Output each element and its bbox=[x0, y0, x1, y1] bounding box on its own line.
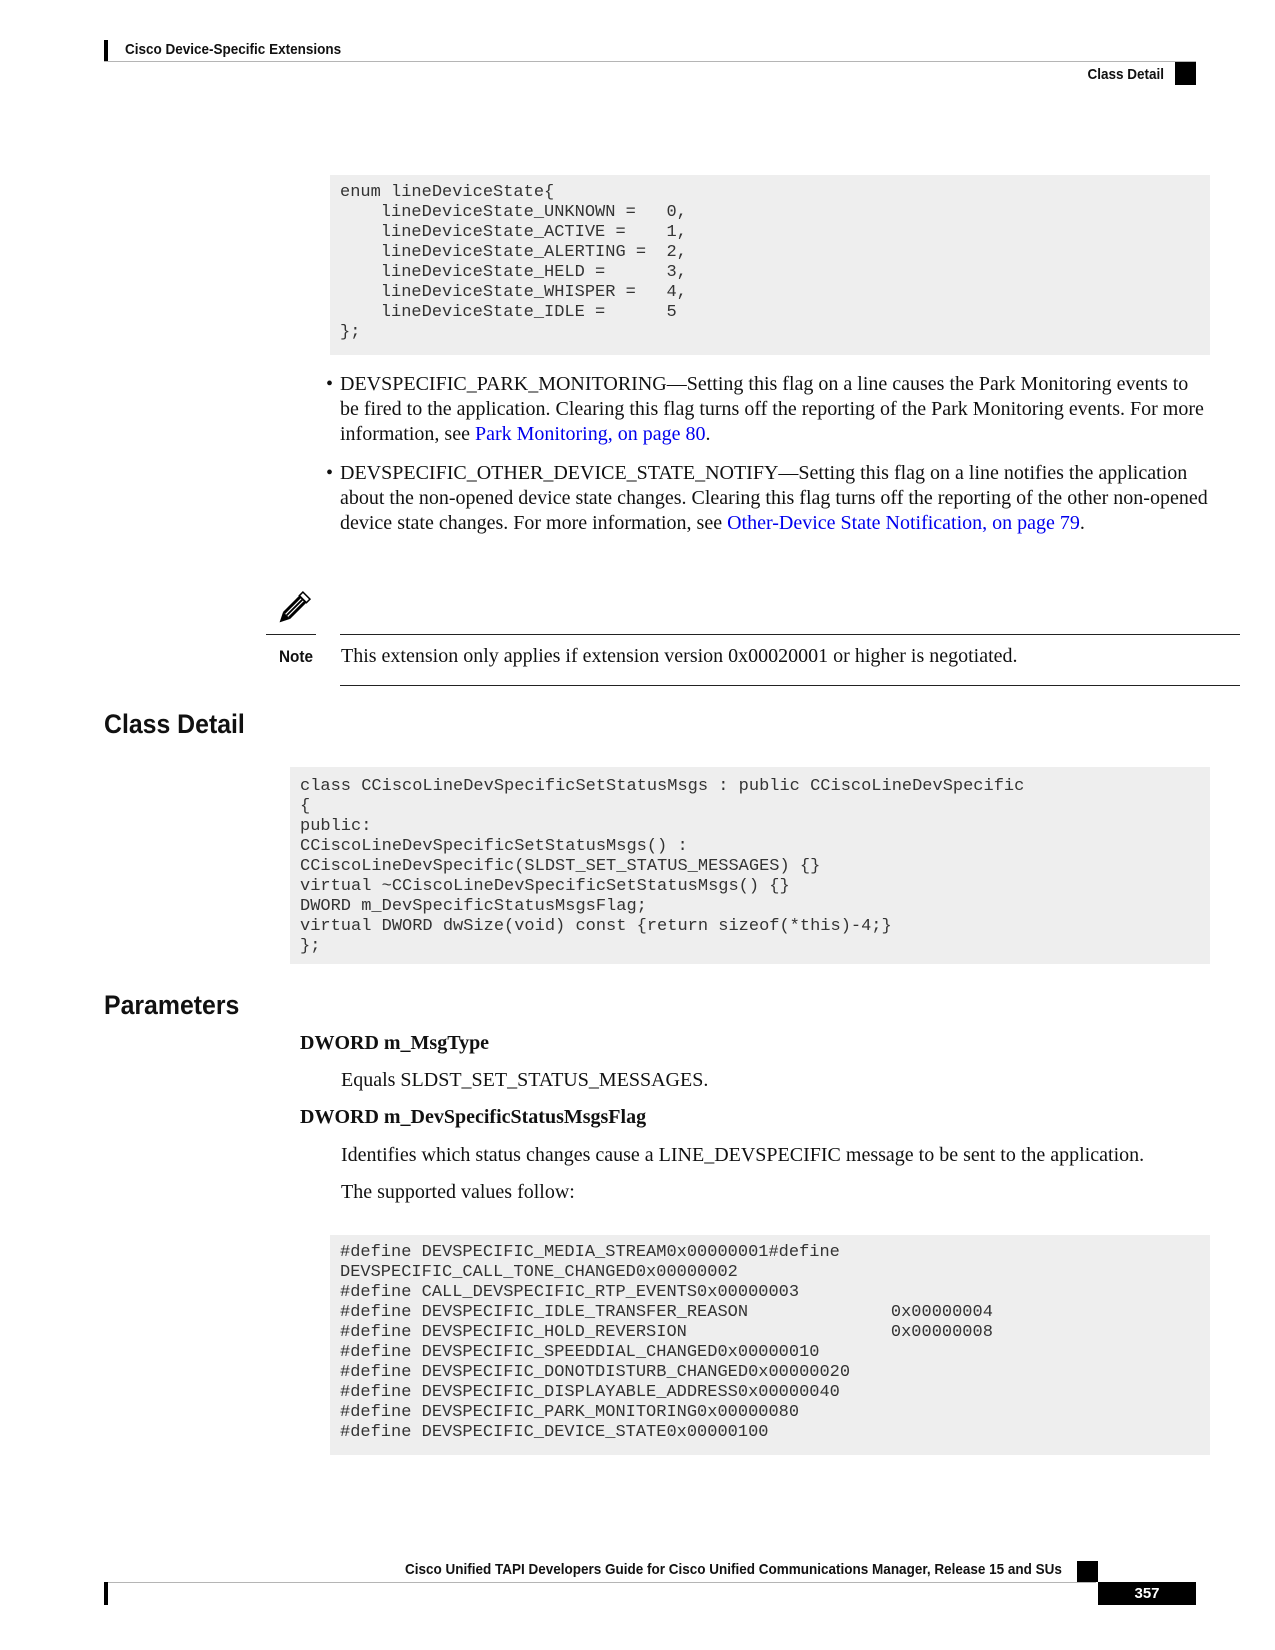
footer-left-bar bbox=[104, 1582, 108, 1605]
class-detail-heading: Class Detail bbox=[104, 709, 245, 739]
footer-page-number: 357 bbox=[1098, 1582, 1196, 1605]
bullet-end: . bbox=[1079, 512, 1085, 534]
note-text: This extension only applies if extension version 0x00020001 or higher is negotiated. bbox=[341, 645, 1018, 667]
bullet-other-device-state bbox=[326, 461, 1211, 536]
pencil-icon bbox=[272, 588, 314, 635]
parameters-heading: Parameters bbox=[104, 990, 240, 1020]
bullet-marker: • bbox=[326, 373, 334, 395]
note-top-rule bbox=[340, 634, 1240, 635]
param-msgtype-name: DWORD m_MsgType bbox=[300, 1032, 490, 1054]
footer-book-title: Cisco Unified TAPI Developers Guide for Cisco Unified Communications Manager, Release 15 and SUs bbox=[405, 1561, 1062, 1578]
bullet-end: . bbox=[705, 423, 711, 445]
bullet-park-monitoring bbox=[326, 372, 1211, 447]
park-monitoring-link[interactable]: Park Monitoring, on page 80 bbox=[474, 423, 706, 445]
note-bottom-rule bbox=[340, 685, 1240, 686]
header-left-bar bbox=[104, 40, 108, 61]
header-marker-box bbox=[1175, 62, 1196, 85]
footer-rule bbox=[104, 1582, 1096, 1583]
bullet-text: DEVSPECIFIC_PARK_MONITORING—Setting this flag on a line causes the Park Monitoring events to be fired to the application. Clearing this flag turns off the reporting of the Park Monitoring events. For more information, see bbox=[340, 373, 1204, 445]
header-section-title: Class Detail bbox=[1087, 66, 1164, 83]
param-statusflag-values-intro: The supported values follow: bbox=[341, 1181, 575, 1203]
other-device-state-link[interactable]: Other-Device State Notification, on page 79 bbox=[727, 512, 1080, 534]
param-msgtype-desc: Equals SLDST_SET_STATUS_MESSAGES. bbox=[341, 1069, 709, 1091]
note-label: Note bbox=[279, 647, 314, 666]
flag-bullet-list bbox=[326, 372, 1211, 550]
define-code-block: #define DEVSPECIFIC_MEDIA_STREAM0x00000001#define DEVSPECIFIC_CALL_TONE_CHANGED0x00000002 #define CALL_DEVSPECIFIC_RTP_EVENTS0x00000003 #define DEVSPECIFIC_IDLE_TRANSFER_REASON 0x00000004 #define DEVSPECIFIC_HOLD_REVERSION 0x00000008 #define DEVSPECIFIC_SPEEDDIAL_CHANGED0x00000010 #define DEVSPECIFIC_DONOTDISTURB_CHANGED0x00000020 #define DEVSPECIFIC_DISPLAYABLE_ADDRESS0x00000040 #define DEVSPECIFIC_PARK_MONITORING0x00000080 #define DEVSPECIFIC_DEVICE_STATE0x00000100 bbox=[330, 1235, 1210, 1455]
bullet-text: DEVSPECIFIC_OTHER_DEVICE_STATE_NOTIFY—Setting this flag on a line notifies the application about the non-opened device state changes. Clearing this flag turns off the reporting of the other non-opened device state changes. For more information, see bbox=[340, 462, 1208, 534]
param-statusflag-name: DWORD m_DevSpecificStatusMsgsFlag bbox=[300, 1106, 647, 1128]
header-rule bbox=[104, 61, 1196, 62]
bullet-marker: • bbox=[326, 462, 334, 484]
footer-marker-box bbox=[1077, 1561, 1098, 1582]
enum-code-block: enum lineDeviceState{ lineDeviceState_UNKNOWN = 0, lineDeviceState_ACTIVE = 1, lineDeviceState_ALERTING = 2, lineDeviceState_HELD = 3, lineDeviceState_WHISPER = 4, lineDeviceState_IDLE = 5 }; bbox=[330, 175, 1210, 355]
param-statusflag-desc: Identifies which status changes cause a LINE_DEVSPECIFIC message to be sent to the application. bbox=[341, 1144, 1145, 1166]
header-chapter-title: Cisco Device-Specific Extensions bbox=[125, 41, 342, 58]
class-code-block: class CCiscoLineDevSpecificSetStatusMsgs : public CCiscoLineDevSpecific { public: CCiscoLineDevSpecificSetStatusMsgs() : CCiscoLineDevSpecific(SLDST_SET_STATUS_MESSAGES) {} virtual ~CCiscoLineDevSpecificSetStatusMsgs() {} DWORD m_DevSpecificStatusMsgsFlag; virtual DWORD dwSize(void) const {return sizeof(*this)-4;} }; bbox=[290, 767, 1210, 964]
note-icon-rule bbox=[266, 634, 316, 635]
